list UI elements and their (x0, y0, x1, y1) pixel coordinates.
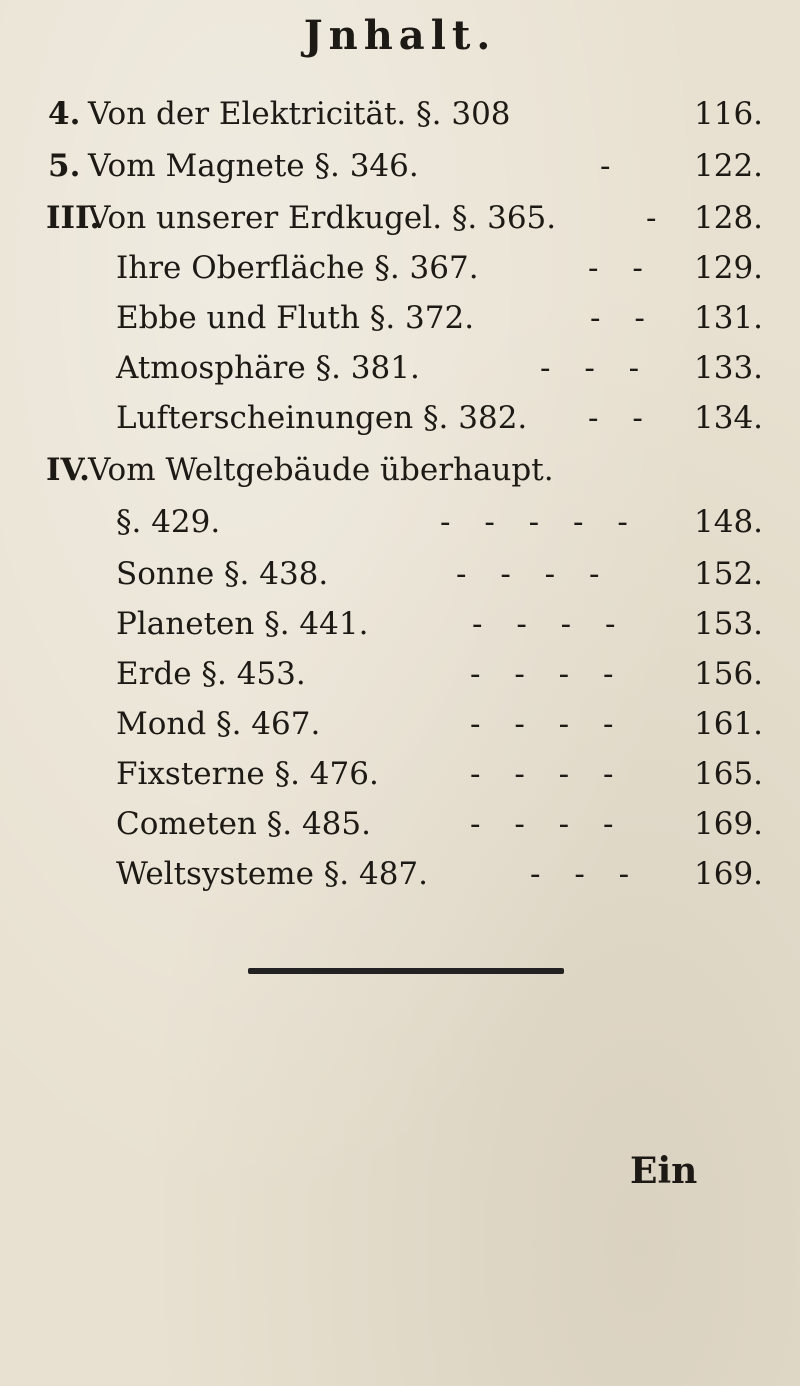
toc-row-title: Erde §. 453. (116, 656, 306, 692)
toc-row-leader: - - - (540, 350, 652, 386)
toc-row-number: 5. (48, 148, 81, 184)
toc-row-page: 129. (694, 250, 764, 286)
toc-row-page: 161. (694, 706, 764, 742)
toc-row-page: 156. (694, 656, 764, 692)
horizontal-rule (248, 968, 564, 974)
toc-row-page: 153. (694, 606, 764, 642)
toc-row-page: 133. (694, 350, 764, 386)
toc-row-page: 128. (694, 200, 764, 236)
toc-row-title: Sonne §. 438. (116, 556, 329, 592)
toc-row-number: 4. (48, 96, 81, 132)
toc-row-page: 116. (694, 96, 764, 132)
toc-row-page: 165. (694, 756, 764, 792)
toc-row-leader: - (646, 200, 669, 236)
toc-row-title: Von unserer Erdkugel. §. 365. (88, 200, 557, 236)
toc-row-title: Ebbe und Fluth §. 372. (116, 300, 475, 336)
toc-row-page: 169. (694, 806, 764, 842)
toc-row-title: Vom Weltgebäude überhaupt. (88, 452, 554, 488)
toc-row-leader: - - - - (456, 556, 612, 592)
toc-row-leader: - - - - (472, 606, 628, 642)
page-header: Jnhalt. (303, 12, 497, 59)
toc-row-title: Planeten §. 441. (116, 606, 369, 642)
toc-row-page: 122. (694, 148, 764, 184)
toc-row-leader: - - - - (470, 706, 626, 742)
toc-row-title: Von der Elektricität. §. 308 (88, 96, 511, 132)
toc-row-page: 148. (694, 504, 764, 540)
toc-row-leader: - - - - (470, 806, 626, 842)
toc-row-title: Ihre Oberfläche §. 367. (116, 250, 479, 286)
toc-row-leader: - - - - - (440, 504, 640, 540)
toc-row-title: Cometen §. 485. (116, 806, 371, 842)
toc-row-title: Vom Magnete §. 346. (88, 148, 419, 184)
toc-row-title: Weltsysteme §. 487. (116, 856, 429, 892)
toc-row-title: Lufterscheinungen §. 382. (116, 400, 528, 436)
toc-row-leader: - - (590, 300, 657, 336)
toc-row-leader: - (600, 148, 623, 184)
toc-row-page: 131. (694, 300, 764, 336)
toc-row-leader: - - (588, 250, 655, 286)
toc-row-title: Mond §. 467. (116, 706, 321, 742)
toc-row-title: Atmosphäre §. 381. (116, 350, 420, 386)
toc-row-number: IV. (46, 452, 90, 488)
toc-row-number: III. (46, 200, 101, 236)
toc-row-leader: - - (588, 400, 655, 436)
toc-row-page: 134. (694, 400, 764, 436)
toc-row-page: 169. (694, 856, 764, 892)
toc-row-leader: - - - - (470, 756, 626, 792)
toc-row-title: Fixsterne §. 476. (116, 756, 379, 792)
toc-row-title: §. 429. (116, 504, 221, 540)
toc-row-leader: - - - - (470, 656, 626, 692)
catchword: Ein (630, 1150, 698, 1192)
toc-row-leader: - - - (530, 856, 642, 892)
toc-row-page: 152. (694, 556, 764, 592)
